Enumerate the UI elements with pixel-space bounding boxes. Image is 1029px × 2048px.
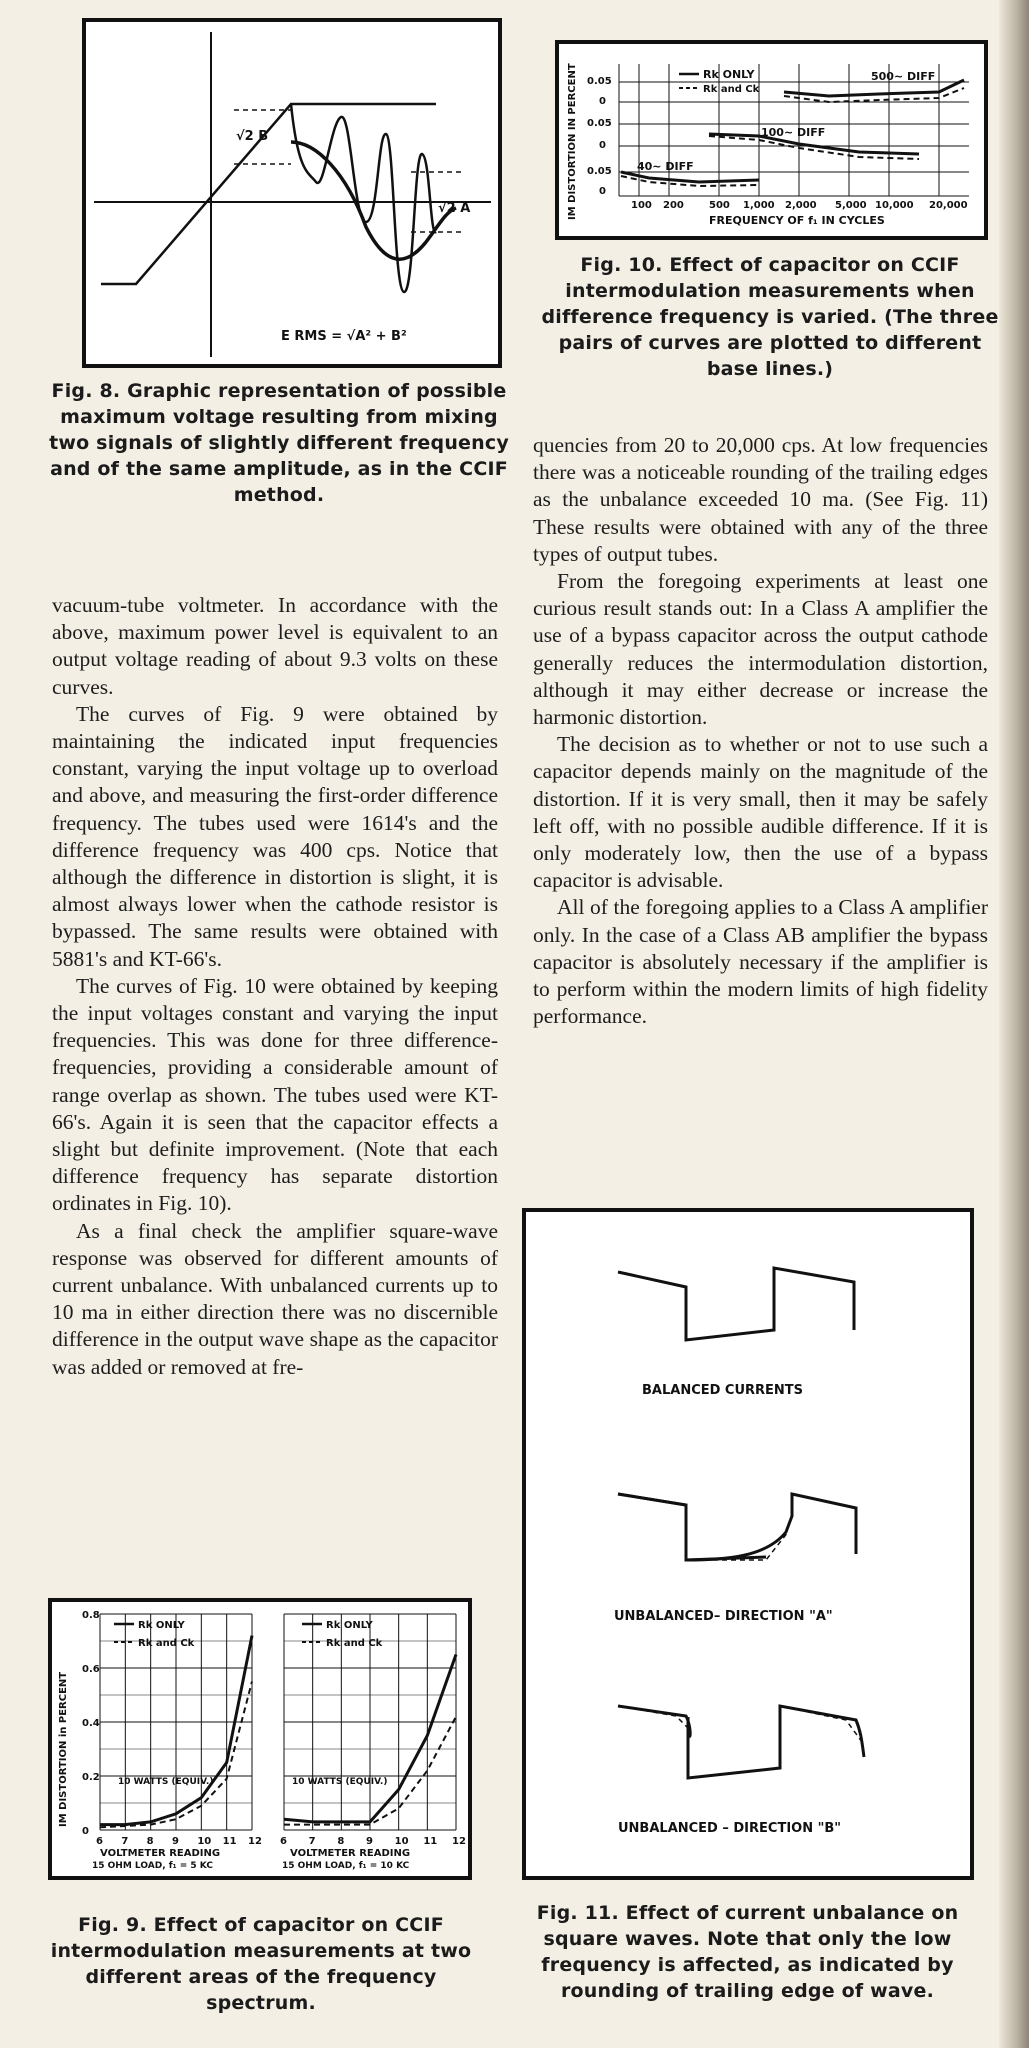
fig8-formula: E RMS = √A² + B²: [281, 329, 407, 344]
fig9-xtick: 6: [96, 1836, 103, 1847]
paragraph: All of the foregoing applies to a Class A amplifier only. In the case of a Class AB amplifier the bypass capacitor is absolutely necessary if the amplifier is to perform within the modern limits of high fidelity performance.: [533, 895, 988, 1029]
fig9-left-watts: 10 WATTS (EQUIV.): [118, 1777, 214, 1787]
fig10-legend-dashed: Rk and Ck: [703, 84, 760, 95]
fig9-left-legend-solid: Rk ONLY: [138, 1620, 185, 1631]
fig9-ytick: 0.6: [82, 1664, 100, 1675]
fig9-ytick: 0.2: [82, 1772, 100, 1783]
fig9-left-xlabel: VOLTMETER READING: [100, 1848, 221, 1859]
paragraph: As a final check the amplifier square-wave response was observed for different amounts of current unbalance. With unbalanced currents up to 10 ma in either direction there was no discernible difference in the output wave shape as the capacitor was added or removed at fre-: [52, 1218, 498, 1379]
fig10-ytick: 0: [599, 140, 606, 151]
fig9-xtick: 11: [423, 1836, 438, 1847]
fig9-xtick: 10: [197, 1836, 212, 1847]
fig10-xtick: 5,000: [835, 200, 867, 211]
fig10-xtick: 100: [631, 200, 652, 211]
fig9-right-legend-dashed: Rk and Ck: [326, 1638, 383, 1649]
fig10-chart: [559, 44, 984, 236]
fig9-right-legend-solid: Rk ONLY: [326, 1620, 373, 1631]
paragraph: quencies from 20 to 20,000 cps. At low frequencies there was a noticeable rounding of the trailing edges as the unbalance exceeded 10 ma. (See Fig. 11) These results were obtained with any of the three types of output tubes.: [533, 433, 988, 566]
fig10-ytick: 0: [599, 96, 606, 107]
fig10-curve-label-100: 100∼ DIFF: [761, 126, 826, 139]
fig8-caption: Fig. 8. Graphic representation of possible maximum voltage resulting from mixing two signals of slightly different frequency and of the same amplitude, as in the CCIF method.: [49, 380, 509, 506]
fig10-xlabel: FREQUENCY OF f₁ IN CYCLES: [709, 214, 885, 227]
fig9-ylabel: IM DISTORTION in PERCENT: [58, 1671, 69, 1827]
fig10-xtick: 2,000: [785, 200, 817, 211]
fig8-label-a: √2 A: [438, 201, 471, 216]
fig10-ytick: 0.05: [587, 166, 612, 177]
fig10-xtick: 10,000: [875, 200, 914, 211]
fig10-ytick: 0.05: [587, 76, 612, 87]
page-edge-shadow: [999, 0, 1029, 2048]
fig9-right-xsub: 15 OHM LOAD, f₁ = 10 KC: [282, 1861, 410, 1871]
fig10-figure: [555, 40, 988, 240]
fig9-xtick: 9: [172, 1836, 179, 1847]
fig9-right-xlabel: VOLTMETER READING: [290, 1848, 411, 1859]
fig10-curve-label-500: 500∼ DIFF: [871, 70, 936, 83]
fig11-label-balanced: BALANCED CURRENTS: [642, 1383, 804, 1398]
right-column-text: [533, 432, 988, 1030]
fig9-xtick: 10: [394, 1836, 409, 1847]
fig10-curve-label-40: 40∼ DIFF: [637, 160, 694, 173]
fig8-figure: [82, 18, 502, 368]
paragraph: From the foregoing experiments at least one curious result stands out: In a Class A amplifier the use of a bypass capacitor across the output cathode generally reduces the intermodulation distortion, although it may either decrease or increase the harmonic distortion.: [533, 569, 988, 730]
paragraph: The curves of Fig. 10 were obtained by keeping the input voltages constant and varying the input frequencies. This was done for three difference-frequencies, providing a considerable amount of range overlap as shown. The tubes used were KT-66's. Again it is seen that the capacitor effects a slight but definite improvement. (Note that each difference frequency has separate distortion ordinates in Fig. 10).: [52, 973, 498, 1216]
paragraph: The decision as to whether or not to use such a capacitor depends mainly on the magnitude of the distortion. If it is very small, then it may be safely left off, with no possible audible difference. If it is only moderately low, then the use of a bypass capacitor is advisable.: [533, 732, 988, 893]
fig9-ytick: 0.4: [82, 1718, 100, 1729]
fig10-xtick: 500: [709, 200, 730, 211]
fig8-graph: [86, 22, 498, 364]
fig9-xtick: 9: [366, 1836, 373, 1847]
fig10-legend-solid: Rk ONLY: [703, 68, 755, 81]
fig10-caption: Fig. 10. Effect of capacitor on CCIF intermodulation measurements when difference frequency is varied. (The three pairs of curves are plotted to different base lines.): [541, 254, 999, 380]
fig9-xtick: 7: [121, 1836, 129, 1847]
fig11-label-direction-a: UNBALANCED– DIRECTION "A": [614, 1609, 833, 1624]
fig9-xtick: 7: [308, 1836, 316, 1847]
fig9-xtick: 12: [452, 1836, 466, 1847]
fig8-label-b: √2 B: [236, 129, 269, 144]
fig9-right-watts: 10 WATTS (EQUIV.): [292, 1777, 388, 1787]
left-column-text: [52, 592, 498, 1381]
fig9-caption: Fig. 9. Effect of capacitor on CCIF intermodulation measurements at two different areas of the frequency spectrum.: [50, 1914, 472, 2014]
fig11-label-direction-b: UNBALANCED – DIRECTION "B": [618, 1821, 842, 1836]
fig9-ytick: 0: [82, 1826, 89, 1837]
fig9-figure: [48, 1598, 472, 1880]
fig11-caption: Fig. 11. Effect of current unbalance on square waves. Note that only the low frequency is affected, as indicated by rounding of trailing edge of wave.: [536, 1902, 959, 2002]
fig9-left-legend-dashed: Rk and Ck: [138, 1638, 195, 1649]
fig9-xtick: 11: [222, 1836, 237, 1847]
fig10-xtick: 1,000: [743, 200, 775, 211]
fig9-xtick: 8: [146, 1836, 154, 1847]
fig9-left-xsub: 15 OHM LOAD, f₁ = 5 KC: [92, 1861, 213, 1871]
fig11-figure: [522, 1208, 974, 1880]
fig10-ytick: 0: [599, 186, 606, 197]
fig9-ytick: 0.8: [82, 1610, 100, 1621]
fig9-xtick: 8: [337, 1836, 345, 1847]
fig11-waves: [526, 1212, 970, 1876]
fig10-ytick: 0.05: [587, 118, 612, 129]
fig9-xtick: 12: [248, 1836, 262, 1847]
fig10-ylabel: IM DISTORTION IN PERCENT: [567, 63, 578, 220]
fig9-xtick: 6: [280, 1836, 287, 1847]
fig10-xtick: 200: [663, 200, 684, 211]
fig10-xtick: 20,000: [929, 200, 968, 211]
paragraph: The curves of Fig. 9 were obtained by maintaining the indicated input frequencies constant, varying the input voltage up to overload and above, and measuring the first-order difference frequency. The tubes used were 1614's and the difference frequency was 400 cps. Notice that although the difference in distortion is slight, it is almost always lower when the cathode resistor is bypassed. The same results were obtained with 5881's and KT-66's.: [52, 701, 498, 971]
paragraph: vacuum-tube voltmeter. In accordance with the above, maximum power level is equivalent to an output voltage reading of about 9.3 volts on these curves.: [52, 593, 498, 699]
fig9-chart: [52, 1602, 468, 1876]
